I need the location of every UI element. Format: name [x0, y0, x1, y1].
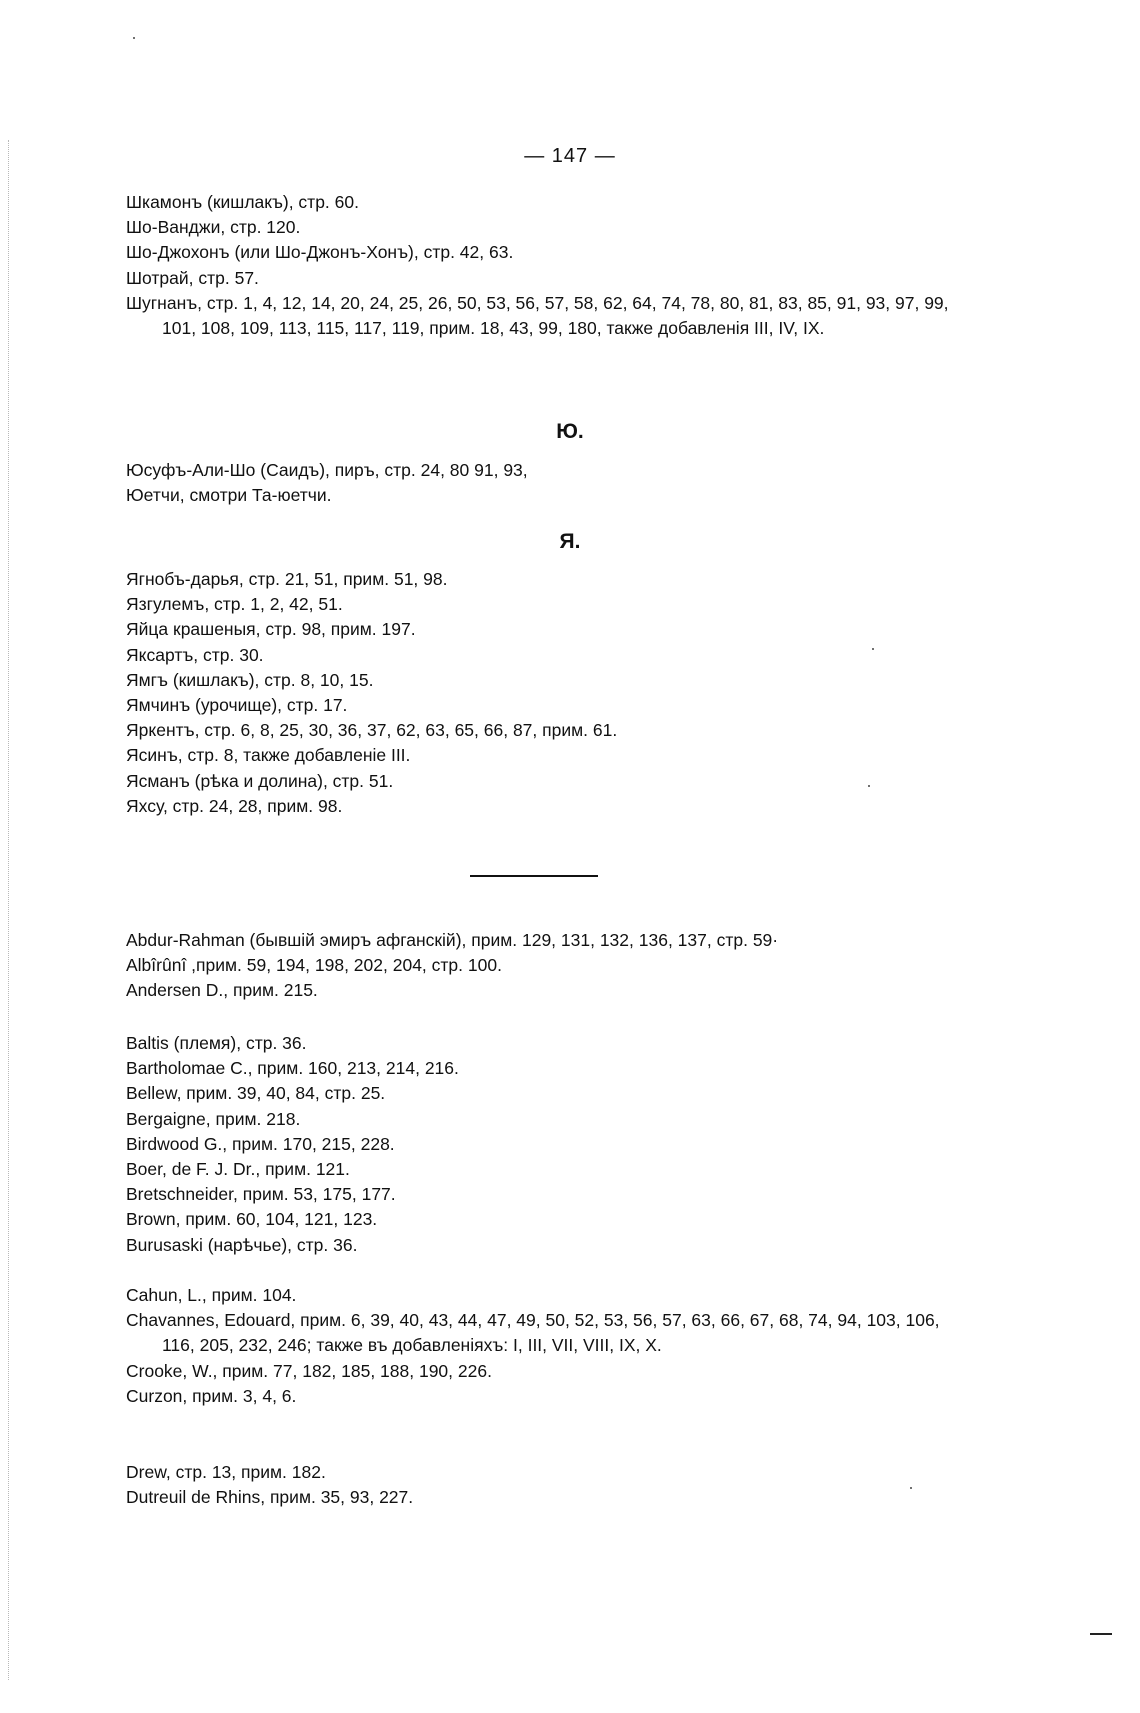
- index-entry: Boer, de F. J. Dr., прим. 121.: [126, 1159, 350, 1180]
- index-entry: Bellew, прим. 39, 40, 84, стр. 25.: [126, 1083, 386, 1104]
- index-entry: Ямгъ (кишлакъ), стр. 8, 10, 15.: [126, 669, 374, 690]
- index-entry: Яркентъ, стр. 6, 8, 25, 30, 36, 37, 62, 63, 65, 66, 87, прим. 61.: [126, 720, 618, 741]
- index-entry: Bretschneider, прим. 53, 175, 177.: [126, 1184, 396, 1205]
- index-entry: Шо-Джохонъ (или Шо-Джонъ-Хонъ), стр. 42, 63.: [126, 242, 514, 263]
- index-section-b: [126, 1031, 956, 1258]
- index-entry: Baltis (племя), стр. 36.: [126, 1033, 307, 1053]
- index-entry: Ямчинъ (урочище), стр. 17.: [126, 695, 348, 716]
- index-entry: Яйца крашеныя, стр. 98, прим. 197.: [126, 619, 416, 640]
- scan-mark: [1090, 1633, 1112, 1635]
- scan-margin-line: [8, 140, 10, 1680]
- index-entry: Curzon, прим. 3, 4, 6.: [126, 1385, 297, 1406]
- page-number: — 147 —: [524, 145, 616, 167]
- index-entry: Bergaigne, прим. 218.: [126, 1108, 301, 1129]
- index-entry: Dutreuil de Rhins, прим. 35, 93, 227.: [126, 1487, 414, 1508]
- index-section-d: [126, 1460, 956, 1510]
- index-entry: Язгулемъ, стр. 1, 2, 42, 51.: [126, 594, 343, 615]
- index-entry: Яксартъ, стр. 30.: [126, 644, 264, 665]
- index-entry: Albîrûnî ,прим. 59, 194, 198, 202, 204, стр. 100.: [126, 955, 502, 976]
- index-entry: Crooke, W., прим. 77, 182, 185, 188, 190, 226.: [126, 1360, 492, 1381]
- scan-speck: [872, 648, 874, 650]
- scan-speck: [910, 1487, 912, 1489]
- index-entry: Ягнобъ-дарья, стр. 21, 51, прим. 51, 98.: [126, 569, 448, 589]
- index-entry: Ясманъ (рѣка и долина), стр. 51.: [126, 770, 394, 791]
- index-section-yu: [126, 458, 956, 508]
- index-entry: Birdwood G., прим. 170, 215, 228.: [126, 1133, 395, 1154]
- index-entry: Шкамонъ (кишлакъ), стр. 60.: [126, 192, 359, 212]
- index-entry: Andersen D., прим. 215.: [126, 980, 318, 1001]
- index-entry: Brown, прим. 60, 104, 121, 123.: [126, 1209, 378, 1230]
- index-section-a: [126, 928, 956, 1004]
- letter-heading-ya: Я.: [559, 530, 581, 553]
- section-divider: [470, 875, 598, 877]
- index-entry: Cahun, L., прим. 104.: [126, 1285, 297, 1305]
- index-entry: Burusaski (нарѣчье), стр. 36.: [126, 1234, 358, 1255]
- index-entry: Drew, стр. 13, прим. 182.: [126, 1462, 326, 1482]
- scan-speck: [133, 37, 135, 39]
- index-entry: Bartholomae C., прим. 160, 213, 214, 216.: [126, 1058, 459, 1079]
- index-entry: Ясинъ, стр. 8, также добавленіе III.: [126, 745, 411, 766]
- index-entry: Шо-Ванджи, стр. 120.: [126, 217, 301, 238]
- index-entry: Шугнанъ, стр. 1, 4, 12, 14, 20, 24, 25, 26, 50, 53, 56, 57, 58, 62, 64, 74, 78, 80, 81, 83, 85, 91, 93, 97, 99, 101, 108, 109, 113, 115, 117, 119, прим. 18, 43, 99, 180, также добавленія III, IV, IX.: [126, 292, 949, 339]
- index-entry: Юетчи, смотри Та-юетчи.: [126, 485, 332, 506]
- index-section-c: [126, 1283, 956, 1409]
- index-entry: Юсуфъ-Али-Шо (Саидъ), пиръ, стр. 24, 80 91, 93,: [126, 460, 528, 480]
- index-entry: Chavannes, Edouard, прим. 6, 39, 40, 43, 44, 47, 49, 50, 52, 53, 56, 57, 63, 66, 67, 68, 74, 94, 103, 106, 116, 205, 232, 246; также въ добавленіяхъ: I, III, VII, VIII, IX, X.: [126, 1310, 940, 1356]
- index-section-ya: [126, 567, 956, 819]
- index-section-sh: [126, 190, 956, 341]
- scan-speck: [868, 785, 870, 787]
- index-entry: Abdur-Rahman (бывшій эмиръ афганскій), прим. 129, 131, 132, 136, 137, стр. 59·: [126, 930, 779, 950]
- letter-heading-yu: Ю.: [556, 420, 584, 443]
- index-entry: Яхсу, стр. 24, 28, прим. 98.: [126, 795, 343, 816]
- index-entry: Шотрай, стр. 57.: [126, 267, 259, 288]
